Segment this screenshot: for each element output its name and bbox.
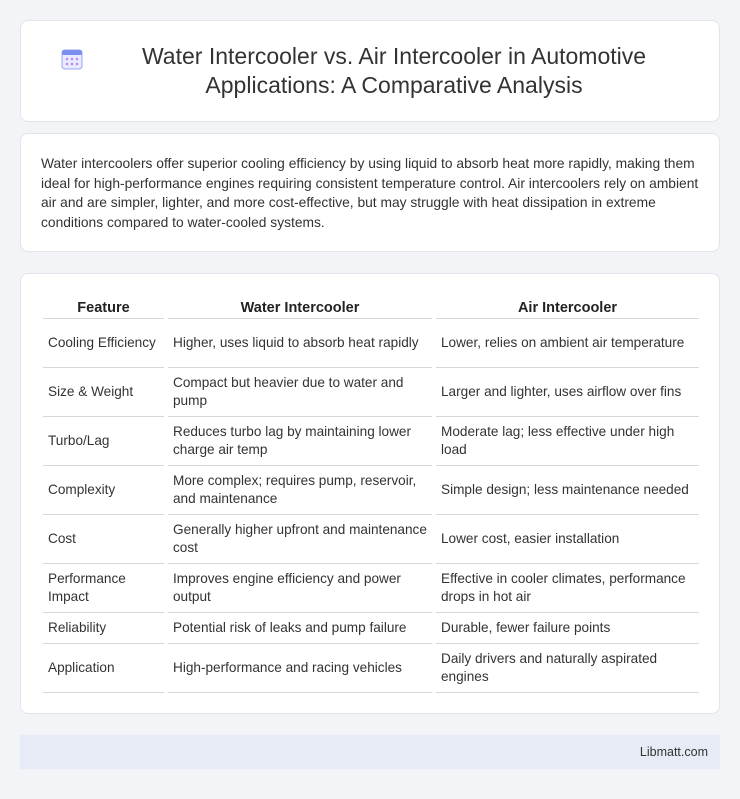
summary-card: [20, 133, 720, 252]
water-cell: Higher, uses liquid to absorb heat rapidly: [168, 319, 432, 368]
water-cell: Improves engine efficiency and power output: [168, 564, 432, 613]
table-row: [43, 319, 699, 368]
table-row: [43, 417, 699, 466]
air-cell: Daily drivers and naturally aspirated engines: [436, 644, 699, 693]
air-cell: Effective in cooler climates, performance drops in hot air: [436, 564, 699, 613]
air-cell: Lower, relies on ambient air temperature: [436, 319, 699, 368]
feature-cell: Complexity: [43, 466, 164, 515]
table-header-row: [43, 295, 699, 319]
feature-cell: Performance Impact: [43, 564, 164, 613]
water-cell: Compact but heavier due to water and pump: [168, 368, 432, 417]
table-row: [43, 515, 699, 564]
air-cell: Durable, fewer failure points: [436, 613, 699, 644]
feature-cell: Application: [43, 644, 164, 693]
air-cell: Moderate lag; less effective under high load: [436, 417, 699, 466]
feature-cell: Cooling Efficiency: [43, 319, 164, 368]
comparison-table-card: [20, 273, 720, 714]
column-header-air: Air Intercooler: [436, 295, 699, 319]
title-card: [20, 20, 720, 122]
table-row: [43, 368, 699, 417]
feature-cell: Reliability: [43, 613, 164, 644]
column-header-feature: Feature: [43, 295, 164, 319]
table-row: [43, 644, 699, 693]
feature-cell: Cost: [43, 515, 164, 564]
water-cell: High-performance and racing vehicles: [168, 644, 432, 693]
feature-cell: Turbo/Lag: [43, 417, 164, 466]
summary-text: Water intercoolers offer superior cooling efficiency by using liquid to absorb heat more rapidly, making them ideal for high-performance engines requiring consistent temperature control. Air intercoolers rely on ambient air and are simpler, lighter, and more cost-effective, but may struggle with heat dissipation in extreme conditions compared to water-cooled systems.: [41, 156, 699, 230]
table-row: [43, 564, 699, 613]
air-cell: Lower cost, easier installation: [436, 515, 699, 564]
water-cell: Generally higher upfront and maintenance cost: [168, 515, 432, 564]
table-row: [43, 466, 699, 515]
comparison-table: [39, 295, 703, 693]
title-wrap: [61, 42, 679, 100]
column-header-water: Water Intercooler: [168, 295, 432, 319]
calendar-icon: [61, 48, 83, 70]
water-cell: More complex; requires pump, reservoir, and maintenance: [168, 466, 432, 515]
water-cell: Reduces turbo lag by maintaining lower charge air temp: [168, 417, 432, 466]
water-cell: Potential risk of leaks and pump failure: [168, 613, 432, 644]
air-cell: Simple design; less maintenance needed: [436, 466, 699, 515]
page-title: Water Intercooler vs. Air Intercooler in Automotive Applications: A Comparative Analysis: [141, 43, 647, 98]
footer-bar: [20, 735, 720, 769]
feature-cell: Size & Weight: [43, 368, 164, 417]
footer-brand-link[interactable]: Libmatt.com: [639, 745, 708, 759]
air-cell: Larger and lighter, uses airflow over fins: [436, 368, 699, 417]
table-row: [43, 613, 699, 644]
